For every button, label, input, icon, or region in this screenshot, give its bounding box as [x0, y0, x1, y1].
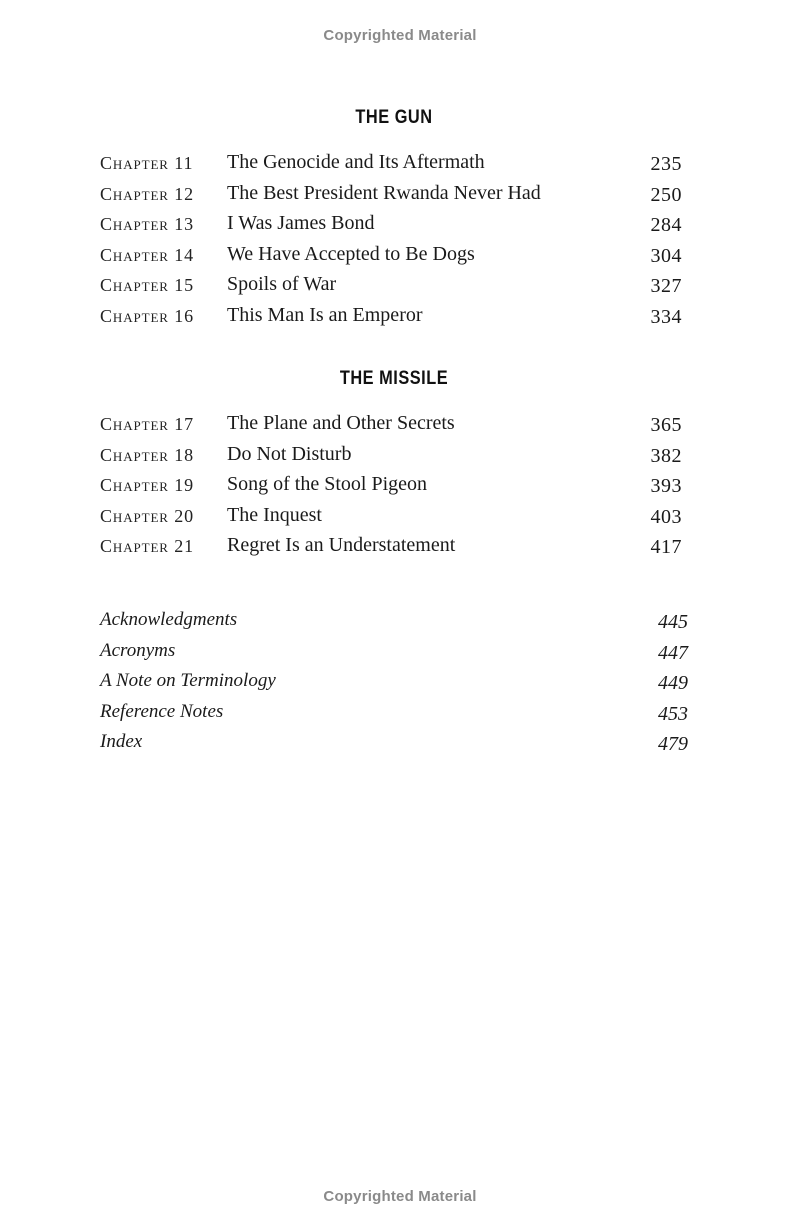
toc-entry-chapter-17[interactable]	[100, 408, 700, 439]
back-matter-page-number: 445	[658, 611, 688, 633]
chapter-page-number: 250	[650, 183, 682, 206]
back-matter-page-number: 453	[658, 702, 688, 725]
toc-list-the-missile	[100, 408, 700, 561]
toc-entry-chapter-12[interactable]	[100, 178, 700, 209]
chapter-label: Chapter 17	[100, 414, 195, 434]
toc-entry-chapter-14[interactable]	[100, 239, 700, 270]
chapter-page-number: 393	[650, 475, 682, 497]
chapter-title: Spoils of War	[227, 273, 337, 295]
chapter-label: Chapter 16	[100, 305, 195, 326]
toc-entry-note-on-terminology[interactable]	[100, 666, 700, 697]
toc-entry-chapter-15[interactable]	[100, 269, 700, 300]
section-heading-the-gun: THE GUN	[355, 107, 433, 128]
toc-entry-index[interactable]	[100, 727, 700, 758]
toc-entry-chapter-13[interactable]	[100, 208, 700, 239]
chapter-label: Chapter 12	[100, 183, 195, 204]
toc-entry-reference-notes[interactable]	[100, 697, 700, 728]
back-matter-title: Acknowledgments	[100, 609, 238, 630]
back-matter-page-number: 447	[658, 641, 688, 664]
toc-entry-acknowledgments[interactable]	[100, 605, 700, 636]
chapter-label: Chapter 15	[100, 275, 195, 295]
chapter-label: Chapter 18	[100, 444, 195, 465]
chapter-title: The Inquest	[227, 503, 322, 526]
back-matter-page-number: 479	[658, 733, 688, 755]
chapter-title: Song of the Stool Pigeon	[227, 473, 428, 495]
toc-entry-chapter-19[interactable]	[100, 469, 700, 500]
chapter-title: We Have Accepted to Be Dogs	[227, 242, 475, 265]
back-matter-title: Reference Notes	[100, 700, 224, 722]
chapter-label: Chapter 13	[100, 214, 195, 234]
toc-entry-acronyms[interactable]	[100, 636, 700, 667]
chapter-title: Do Not Disturb	[227, 442, 352, 465]
back-matter-title: Index	[100, 731, 143, 752]
toc-entry-chapter-21[interactable]	[100, 530, 700, 561]
chapter-page-number: 403	[650, 505, 682, 528]
chapter-label: Chapter 14	[100, 244, 195, 265]
back-matter-title: A Note on Terminology	[100, 670, 276, 691]
toc-entry-chapter-16[interactable]	[100, 300, 700, 331]
toc-entry-chapter-11[interactable]	[100, 147, 700, 178]
chapter-title: I Was James Bond	[227, 212, 375, 234]
chapter-page-number: 334	[650, 305, 682, 328]
chapter-title: The Genocide and Its Aftermath	[227, 151, 485, 173]
chapter-page-number: 327	[650, 275, 682, 297]
toc-list-the-gun	[100, 147, 700, 330]
copyright-watermark-bottom: Copyrighted Material	[323, 1188, 477, 1205]
chapter-page-number: 417	[650, 536, 682, 558]
chapter-page-number: 365	[650, 414, 682, 436]
chapter-page-number: 382	[650, 444, 682, 467]
chapter-label: Chapter 21	[100, 536, 195, 556]
chapter-title: Regret Is an Understatement	[227, 534, 456, 556]
chapter-label: Chapter 20	[100, 505, 195, 526]
chapter-title: The Best President Rwanda Never Had	[227, 181, 541, 204]
copyright-watermark-top: Copyrighted Material	[323, 27, 477, 44]
chapter-title: The Plane and Other Secrets	[227, 412, 455, 434]
back-matter-page-number: 449	[658, 672, 688, 694]
chapter-page-number: 284	[650, 214, 682, 236]
chapter-label: Chapter 19	[100, 475, 195, 495]
toc-list-back-matter	[100, 605, 700, 758]
toc-entry-chapter-20[interactable]	[100, 500, 700, 531]
toc-entry-chapter-18[interactable]	[100, 439, 700, 470]
back-matter-title: Acronyms	[100, 639, 176, 661]
chapter-label: Chapter 11	[100, 153, 194, 173]
chapter-page-number: 235	[650, 153, 682, 175]
chapter-title: This Man Is an Emperor	[227, 303, 423, 326]
chapter-page-number: 304	[650, 244, 682, 267]
section-heading-the-missile: THE MISSILE	[339, 368, 449, 389]
